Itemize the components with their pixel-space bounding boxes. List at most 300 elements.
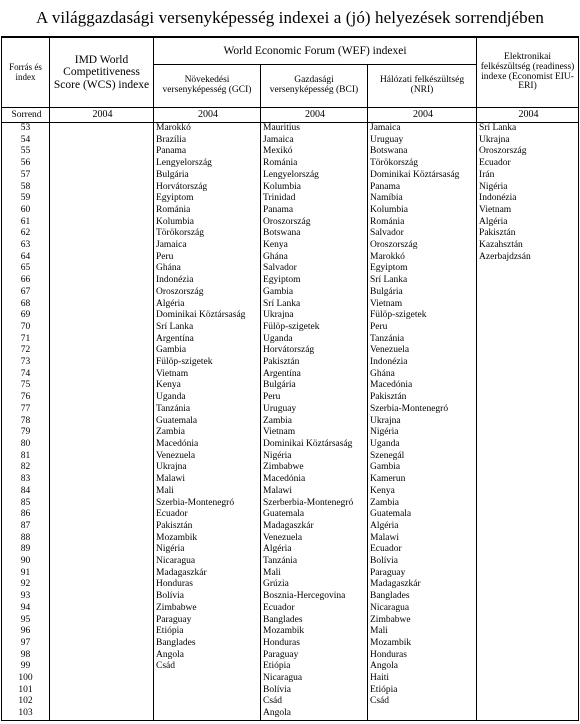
- imd-cell: [50, 416, 154, 428]
- nri-cell: Etiópia: [368, 685, 477, 697]
- rank-cell: 85: [2, 498, 50, 510]
- rank-cell: 63: [2, 240, 50, 252]
- bci-cell: Nicaragua: [261, 673, 368, 685]
- imd-cell: [50, 193, 154, 205]
- eiu-cell: Oroszország: [477, 146, 579, 158]
- imd-cell: [50, 287, 154, 299]
- nri-cell: Kenya: [368, 486, 477, 498]
- bci-cell: Csád: [261, 696, 368, 708]
- table-row: [2, 123, 579, 135]
- gci-cell: Kenya: [154, 380, 261, 392]
- imd-cell: [50, 673, 154, 685]
- rank-cell: 70: [2, 322, 50, 334]
- table-row: [2, 696, 579, 708]
- eiu-cell: [477, 638, 579, 650]
- rank-cell: 82: [2, 462, 50, 474]
- table-row: [2, 579, 579, 591]
- bci-cell: Banglades: [261, 615, 368, 627]
- gci-cell: Argentína: [154, 334, 261, 346]
- nri-cell: Panama: [368, 182, 477, 194]
- bci-cell: Macedónia: [261, 474, 368, 486]
- table-row: [2, 474, 579, 486]
- rank-cell: 60: [2, 205, 50, 217]
- nri-cell: Macedónia: [368, 380, 477, 392]
- eiu-cell: Vietnam: [477, 205, 579, 217]
- bci-cell: Dominikai Köztársaság: [261, 439, 368, 451]
- table-row: [2, 521, 579, 533]
- bci-cell: Vietnam: [261, 427, 368, 439]
- eiu-cell: [477, 556, 579, 568]
- nri-cell: Kolumbia: [368, 205, 477, 217]
- eiu-cell: [477, 650, 579, 662]
- eiu-cell: [477, 310, 579, 322]
- table-row: [2, 240, 579, 252]
- bci-cell: Lengyelország: [261, 170, 368, 182]
- gci-cell: Guatemala: [154, 416, 261, 428]
- table-row: [2, 135, 579, 147]
- imd-cell: [50, 474, 154, 486]
- nri-cell: Tanzánia: [368, 334, 477, 346]
- table-row: [2, 369, 579, 381]
- rank-cell: 54: [2, 135, 50, 147]
- year-gci: 2004: [154, 108, 261, 123]
- eiu-cell: [477, 615, 579, 627]
- bci-cell: Ghána: [261, 252, 368, 264]
- table-row: [2, 287, 579, 299]
- eiu-cell: [477, 509, 579, 521]
- nri-cell: Angola: [368, 661, 477, 673]
- table-row: [2, 228, 579, 240]
- table-row: [2, 439, 579, 451]
- imd-cell: [50, 252, 154, 264]
- nri-cell: Nicaragua: [368, 603, 477, 615]
- rank-cell: 103: [2, 708, 50, 720]
- imd-cell: [50, 521, 154, 533]
- eiu-cell: [477, 626, 579, 638]
- year-imd: 2004: [50, 108, 154, 123]
- rank-cell: 80: [2, 439, 50, 451]
- table-row: [2, 146, 579, 158]
- nri-cell: Peru: [368, 322, 477, 334]
- eiu-cell: [477, 603, 579, 615]
- eiu-cell: Srí Lanka: [477, 123, 579, 135]
- bci-cell: Honduras: [261, 638, 368, 650]
- gci-cell: Etiópia: [154, 626, 261, 638]
- imd-cell: [50, 439, 154, 451]
- gci-cell: Dominikai Köztársaság: [154, 310, 261, 322]
- rank-cell: 72: [2, 345, 50, 357]
- header-row-top: [2, 37, 579, 65]
- table-row: [2, 462, 579, 474]
- rank-cell: 68: [2, 299, 50, 311]
- bci-cell: Guatemala: [261, 509, 368, 521]
- table-row: [2, 158, 579, 170]
- bci-cell: Mali: [261, 568, 368, 580]
- imd-cell: [50, 392, 154, 404]
- header-eiu-eri: Elektronikai felkészültség (readiness) indexe (Economist EIU-ERI): [477, 37, 579, 108]
- bci-cell: Peru: [261, 392, 368, 404]
- table-row: [2, 544, 579, 556]
- gci-cell: Algéria: [154, 299, 261, 311]
- bci-cell: Gambia: [261, 287, 368, 299]
- eiu-cell: Pakisztán: [477, 228, 579, 240]
- bci-cell: Fülöp-szigetek: [261, 322, 368, 334]
- imd-cell: [50, 509, 154, 521]
- imd-cell: [50, 404, 154, 416]
- table-row: [2, 509, 579, 521]
- imd-cell: [50, 685, 154, 697]
- gci-cell: Vietnam: [154, 369, 261, 381]
- bci-cell: Zimbabwe: [261, 462, 368, 474]
- eiu-cell: [477, 439, 579, 451]
- eiu-cell: [477, 263, 579, 275]
- nri-cell: Bulgária: [368, 287, 477, 299]
- eiu-cell: [477, 392, 579, 404]
- imd-cell: [50, 182, 154, 194]
- imd-cell: [50, 345, 154, 357]
- imd-cell: [50, 357, 154, 369]
- nri-cell: Venezuela: [368, 345, 477, 357]
- nri-cell: Uganda: [368, 439, 477, 451]
- bci-cell: Nigéria: [261, 451, 368, 463]
- imd-cell: [50, 568, 154, 580]
- year-eiu: 2004: [477, 108, 579, 123]
- table-row: [2, 404, 579, 416]
- rank-cell: 62: [2, 228, 50, 240]
- nri-cell: Jamaica: [368, 123, 477, 135]
- nri-cell: [368, 708, 477, 720]
- nri-cell: Haiti: [368, 673, 477, 685]
- bci-cell: Argentína: [261, 369, 368, 381]
- eiu-cell: [477, 696, 579, 708]
- imd-cell: [50, 462, 154, 474]
- nri-cell: Malawi: [368, 533, 477, 545]
- eiu-cell: [477, 287, 579, 299]
- table-row: [2, 533, 579, 545]
- rank-cell: 71: [2, 334, 50, 346]
- table-row: [2, 486, 579, 498]
- gci-cell: Macedónia: [154, 439, 261, 451]
- nri-cell: Zimbabwe: [368, 615, 477, 627]
- gci-cell: Uganda: [154, 392, 261, 404]
- bci-cell: Ecuador: [261, 603, 368, 615]
- nri-cell: Marokkó: [368, 252, 477, 264]
- rank-cell: 102: [2, 696, 50, 708]
- eiu-cell: [477, 591, 579, 603]
- imd-cell: [50, 427, 154, 439]
- rank-cell: 78: [2, 416, 50, 428]
- bci-cell: Oroszország: [261, 217, 368, 229]
- gci-cell: Horvátország: [154, 182, 261, 194]
- rank-cell: 64: [2, 252, 50, 264]
- rank-cell: 91: [2, 568, 50, 580]
- imd-cell: [50, 263, 154, 275]
- table-row: [2, 345, 579, 357]
- gci-cell: Ecuador: [154, 509, 261, 521]
- gci-cell: [154, 696, 261, 708]
- eiu-cell: [477, 451, 579, 463]
- eiu-cell: Nigéria: [477, 182, 579, 194]
- imd-cell: [50, 158, 154, 170]
- rank-cell: 53: [2, 123, 50, 135]
- rank-cell: 98: [2, 650, 50, 662]
- nri-cell: Vietnam: [368, 299, 477, 311]
- nri-cell: Mali: [368, 626, 477, 638]
- gci-cell: Nicaragua: [154, 556, 261, 568]
- table-row: [2, 626, 579, 638]
- gci-cell: Honduras: [154, 579, 261, 591]
- eiu-cell: Indonézia: [477, 193, 579, 205]
- header-wef: World Economic Forum (WEF) indexei: [154, 37, 477, 65]
- imd-cell: [50, 579, 154, 591]
- eiu-cell: [477, 673, 579, 685]
- header-rank: Sorrend: [2, 108, 50, 123]
- bci-cell: Salvador: [261, 263, 368, 275]
- table-row: [2, 427, 579, 439]
- imd-cell: [50, 556, 154, 568]
- nri-cell: Paraguay: [368, 568, 477, 580]
- imd-cell: [50, 615, 154, 627]
- rank-cell: 86: [2, 509, 50, 521]
- nri-cell: Ecuador: [368, 544, 477, 556]
- eiu-cell: [477, 369, 579, 381]
- imd-cell: [50, 591, 154, 603]
- rank-cell: 73: [2, 357, 50, 369]
- bci-cell: Jamaica: [261, 135, 368, 147]
- bci-cell: Paraguay: [261, 650, 368, 662]
- eiu-cell: [477, 357, 579, 369]
- gci-cell: Jamaica: [154, 240, 261, 252]
- rank-cell: 96: [2, 626, 50, 638]
- imd-cell: [50, 135, 154, 147]
- imd-cell: [50, 146, 154, 158]
- year-bci: 2004: [261, 108, 368, 123]
- eiu-cell: [477, 404, 579, 416]
- table-row: [2, 380, 579, 392]
- gci-cell: [154, 708, 261, 720]
- rank-cell: 92: [2, 579, 50, 591]
- nri-cell: Fülöp-szigetek: [368, 310, 477, 322]
- page-title: A világgazdasági versenyképesség indexei a (jó) helyezések sorrendjében: [36, 8, 544, 27]
- table-row: [2, 568, 579, 580]
- header-gci: Növekedési versenyképesség (GCI): [154, 65, 261, 108]
- table-row: [2, 650, 579, 662]
- table-row: [2, 217, 579, 229]
- nri-cell: Salvador: [368, 228, 477, 240]
- nri-cell: Egyiptom: [368, 263, 477, 275]
- table-row: [2, 556, 579, 568]
- rank-cell: 67: [2, 287, 50, 299]
- gci-cell: Banglades: [154, 638, 261, 650]
- table-row: [2, 252, 579, 264]
- nri-cell: Botswana: [368, 146, 477, 158]
- bci-cell: Zambia: [261, 416, 368, 428]
- imd-cell: [50, 275, 154, 287]
- rank-cell: 99: [2, 661, 50, 673]
- table-row: [2, 322, 579, 334]
- bci-cell: Bosznia-Hercegovina: [261, 591, 368, 603]
- rank-cell: 59: [2, 193, 50, 205]
- eiu-cell: Irán: [477, 170, 579, 182]
- nri-cell: Ukrajna: [368, 416, 477, 428]
- eiu-cell: [477, 579, 579, 591]
- table-row: [2, 416, 579, 428]
- eiu-cell: Ukrajna: [477, 135, 579, 147]
- imd-cell: [50, 334, 154, 346]
- gci-cell: Bulgária: [154, 170, 261, 182]
- gci-cell: [154, 673, 261, 685]
- table-row: [2, 275, 579, 287]
- gci-cell: Ghána: [154, 263, 261, 275]
- gci-cell: Malawi: [154, 474, 261, 486]
- bci-cell: Tanzánia: [261, 556, 368, 568]
- rank-cell: 56: [2, 158, 50, 170]
- table-row: [2, 615, 579, 627]
- bci-cell: Egyiptom: [261, 275, 368, 287]
- gci-cell: Mozambik: [154, 533, 261, 545]
- table-row: [2, 708, 579, 720]
- gci-cell: Lengyelország: [154, 158, 261, 170]
- nri-cell: Bolívia: [368, 556, 477, 568]
- eiu-cell: [477, 685, 579, 697]
- nri-cell: Namíbia: [368, 193, 477, 205]
- bci-cell: Botswana: [261, 228, 368, 240]
- eiu-cell: [477, 474, 579, 486]
- imd-cell: [50, 451, 154, 463]
- imd-cell: [50, 205, 154, 217]
- bci-cell: Etiópia: [261, 661, 368, 673]
- eiu-cell: Ecuador: [477, 158, 579, 170]
- table-row: [2, 310, 579, 322]
- rank-cell: 66: [2, 275, 50, 287]
- gci-cell: Panama: [154, 146, 261, 158]
- gci-cell: Oroszország: [154, 287, 261, 299]
- bci-cell: Algéria: [261, 544, 368, 556]
- rank-cell: 101: [2, 685, 50, 697]
- bci-cell: Ukrajna: [261, 310, 368, 322]
- rank-cell: 61: [2, 217, 50, 229]
- nri-cell: Banglades: [368, 591, 477, 603]
- eiu-cell: [477, 322, 579, 334]
- gci-cell: Fülöp-szigetek: [154, 357, 261, 369]
- nri-cell: Szenegál: [368, 451, 477, 463]
- eiu-cell: [477, 275, 579, 287]
- rank-cell: 83: [2, 474, 50, 486]
- bci-cell: Horvátország: [261, 345, 368, 357]
- bci-cell: Románia: [261, 158, 368, 170]
- gci-cell: Kolumbia: [154, 217, 261, 229]
- nri-cell: Honduras: [368, 650, 477, 662]
- bci-cell: Szerberbia-Montenegró: [261, 498, 368, 510]
- gci-cell: Törökország: [154, 228, 261, 240]
- bci-cell: Malawi: [261, 486, 368, 498]
- bci-cell: Panama: [261, 205, 368, 217]
- table-row: [2, 182, 579, 194]
- gci-cell: Románia: [154, 205, 261, 217]
- bci-cell: Angola: [261, 708, 368, 720]
- eiu-cell: [477, 544, 579, 556]
- gci-cell: Venezuela: [154, 451, 261, 463]
- table-row: [2, 591, 579, 603]
- imd-cell: [50, 486, 154, 498]
- imd-cell: [50, 369, 154, 381]
- nri-cell: Kamerun: [368, 474, 477, 486]
- bci-cell: Bolívia: [261, 685, 368, 697]
- imd-cell: [50, 626, 154, 638]
- imd-cell: [50, 322, 154, 334]
- nri-cell: Törökország: [368, 158, 477, 170]
- rank-cell: 87: [2, 521, 50, 533]
- rank-cell: 65: [2, 263, 50, 275]
- year-nri: 2004: [368, 108, 477, 123]
- gci-cell: Tanzánia: [154, 404, 261, 416]
- gci-cell: Indonézia: [154, 275, 261, 287]
- eiu-cell: [477, 568, 579, 580]
- bci-cell: Kenya: [261, 240, 368, 252]
- imd-cell: [50, 498, 154, 510]
- eiu-cell: [477, 334, 579, 346]
- bci-cell: Grúzia: [261, 579, 368, 591]
- rank-cell: 94: [2, 603, 50, 615]
- rank-cell: 81: [2, 451, 50, 463]
- nri-cell: Madagaszkár: [368, 579, 477, 591]
- table-row: [2, 603, 579, 615]
- imd-cell: [50, 380, 154, 392]
- imd-cell: [50, 123, 154, 135]
- table-row: [2, 170, 579, 182]
- nri-cell: Mozambik: [368, 638, 477, 650]
- imd-cell: [50, 170, 154, 182]
- nri-cell: Ghána: [368, 369, 477, 381]
- nri-cell: Indonézia: [368, 357, 477, 369]
- table-row: [2, 205, 579, 217]
- gci-cell: Bolívia: [154, 591, 261, 603]
- eiu-cell: [477, 521, 579, 533]
- imd-cell: [50, 217, 154, 229]
- gci-cell: Angola: [154, 650, 261, 662]
- nri-cell: Gambia: [368, 462, 477, 474]
- imd-cell: [50, 708, 154, 720]
- gci-cell: Szerbia-Montenegró: [154, 498, 261, 510]
- bci-cell: Uganda: [261, 334, 368, 346]
- gci-cell: Mali: [154, 486, 261, 498]
- imd-cell: [50, 299, 154, 311]
- rank-cell: 69: [2, 310, 50, 322]
- bci-cell: Madagaszkár: [261, 521, 368, 533]
- eiu-cell: [477, 345, 579, 357]
- imd-cell: [50, 603, 154, 615]
- bci-cell: Venezuela: [261, 533, 368, 545]
- header-nri: Hálózati felkészültség (NRI): [368, 65, 477, 108]
- header-imd-wcs: IMD World Competitiveness Score (WCS) indexe: [50, 37, 154, 108]
- eiu-cell: [477, 708, 579, 720]
- nri-cell: Zambia: [368, 498, 477, 510]
- table-row: [2, 498, 579, 510]
- eiu-cell: Algéria: [477, 217, 579, 229]
- nri-cell: Algéria: [368, 521, 477, 533]
- imd-cell: [50, 696, 154, 708]
- imd-cell: [50, 650, 154, 662]
- nri-cell: Pakisztán: [368, 392, 477, 404]
- rank-cell: 58: [2, 182, 50, 194]
- table-row: [2, 357, 579, 369]
- imd-cell: [50, 533, 154, 545]
- gci-cell: Pakisztán: [154, 521, 261, 533]
- rank-cell: 76: [2, 392, 50, 404]
- imd-cell: [50, 544, 154, 556]
- bci-cell: Uruguay: [261, 404, 368, 416]
- gci-cell: Egyiptom: [154, 193, 261, 205]
